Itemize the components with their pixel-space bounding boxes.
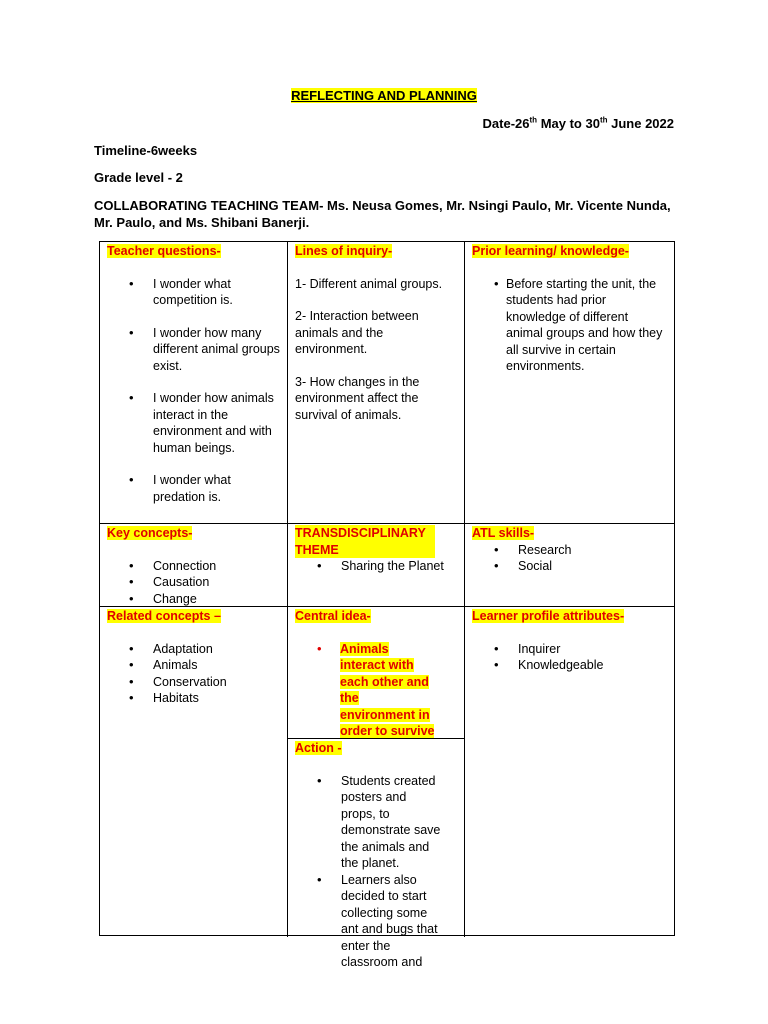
list-item: • Learners also decided to start collecting some ant and bugs that enter the classroom and xyxy=(295,872,457,971)
teacher-questions-cell xyxy=(100,242,288,523)
learner-profile-cell xyxy=(465,607,675,936)
theme-cell xyxy=(288,524,464,606)
list-item: • Animals xyxy=(107,657,281,674)
list-item: • Conservation xyxy=(107,674,281,691)
list-item: • Connection xyxy=(107,558,281,575)
list-item: • Adaptation xyxy=(107,641,281,658)
central-idea-item: • Animals interact with each other and the environment in order to survive xyxy=(295,641,457,740)
list-item: • I wonder how animals interact in the environment and with human beings. xyxy=(107,390,281,456)
timeline: Timeline-6weeks xyxy=(94,143,198,158)
inquiry-line: 3- How changes in the environment affect the survival of animals. xyxy=(295,374,420,422)
list-item: • Knowledgeable xyxy=(472,657,668,674)
list-item: • I wonder how many different animal groups exist. xyxy=(107,325,281,375)
action-cell xyxy=(288,739,464,969)
list-item: • Change xyxy=(107,591,281,608)
key-concepts-cell xyxy=(100,524,288,606)
document-title: REFLECTING AND PLANNING xyxy=(291,88,477,103)
key-concepts-heading: Key concepts- xyxy=(107,526,193,540)
list-item: • Habitats xyxy=(107,690,281,707)
related-concepts-cell xyxy=(100,607,288,936)
related-concepts-heading: Related concepts – xyxy=(107,609,221,623)
lines-of-inquiry-heading: Lines of inquiry- xyxy=(295,244,393,258)
atl-skills-heading: ATL skills- xyxy=(472,526,535,540)
prior-learning-heading: Prior learning/ knowledge- xyxy=(472,244,629,258)
learner-profile-heading: Learner profile attributes- xyxy=(472,609,625,623)
list-item: • Social xyxy=(472,558,668,575)
grade-level: Grade level - 2 xyxy=(94,170,183,185)
list-item: • I wonder what competition is. xyxy=(107,276,281,309)
central-idea-heading: Central idea- xyxy=(295,609,371,623)
action-heading: Action - xyxy=(295,741,342,755)
prior-learning-cell xyxy=(465,242,675,523)
list-item: • Research xyxy=(472,542,668,559)
atl-skills-cell xyxy=(465,524,675,606)
list-item: • I wonder what predation is. xyxy=(107,472,281,505)
list-item: • Students created posters and props, to demonstrate save the animals and the planet. xyxy=(295,773,457,872)
teaching-team: COLLABORATING TEACHING TEAM- Ms. Neusa Gomes, Mr. Nsingi Paulo, Mr. Vicente Nunda, Mr. Paulo, and Ms. Shibani Banerji. xyxy=(94,198,671,230)
list-item: • Sharing the Planet xyxy=(295,558,457,575)
theme-heading: TRANSDISCIPLINARY THEME xyxy=(295,525,435,558)
list-item: • Before starting the unit, the students had prior knowledge of different animal groups and how they all survive in certain environments. xyxy=(472,276,668,375)
lines-of-inquiry-cell xyxy=(288,242,464,523)
date-range: Date-26th May to 30th June 2022 xyxy=(482,115,674,131)
planning-table xyxy=(99,241,675,969)
list-item: • Causation xyxy=(107,574,281,591)
central-idea-cell xyxy=(288,607,464,738)
inquiry-line: 2- Interaction between animals and the environment. xyxy=(295,309,419,356)
list-item: • Inquirer xyxy=(472,641,668,658)
teacher-questions-heading: Teacher questions- xyxy=(107,244,221,258)
inquiry-line: 1- Different animal groups. xyxy=(295,276,443,291)
